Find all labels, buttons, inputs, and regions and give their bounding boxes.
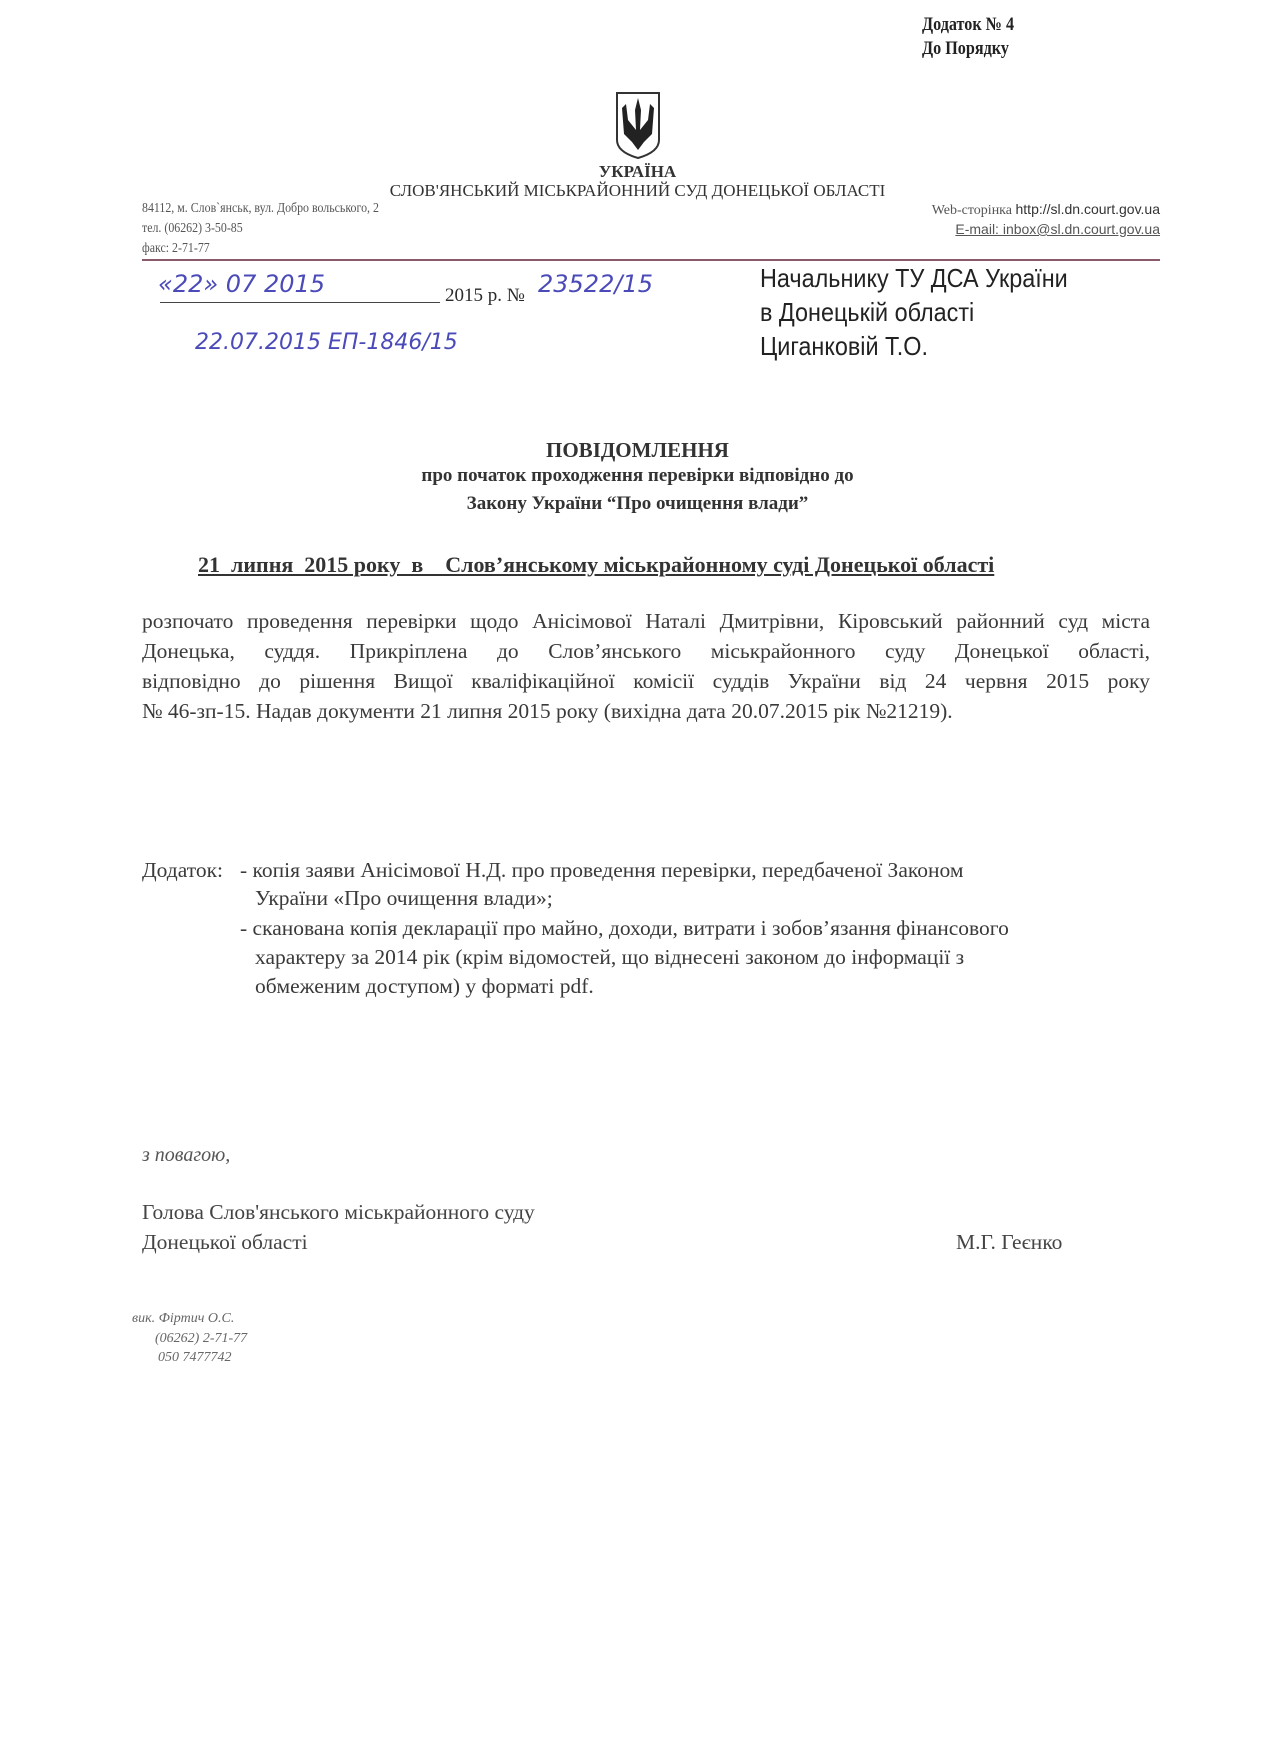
body-line: відповідно до рішення Вищої кваліфікаційної комісії суддів України від 24 червня 2015 року xyxy=(142,669,1150,693)
website-link[interactable]: http://sl.dn.court.gov.ua xyxy=(1015,201,1160,217)
executor-phone: (06262) 2-71-77 xyxy=(155,1331,248,1346)
court-address: 84112, м. Слов`янськ, вул. Добро вольського, 2 xyxy=(142,201,379,216)
incoming-stamp: 22.07.2015 ЕП-1846/15 xyxy=(195,330,458,355)
handwritten-number: 23522/15 xyxy=(538,270,653,298)
addressee-line: Циганковій Т.О. xyxy=(760,331,928,361)
executor-phone: 050 7477742 xyxy=(158,1350,232,1365)
attachment-line: - сканована копія декларації про майно, доходи, витрати і зобов’язання фінансового xyxy=(240,916,1009,940)
attachment-line: обмеженим доступом) у форматі pdf. xyxy=(255,974,594,998)
court-email[interactable]: E-mail: inbox@sl.dn.court.gov.ua xyxy=(955,221,1160,237)
document-subtitle: про початок проходження перевірки відповідно до xyxy=(421,465,854,486)
attachment-line: України «Про очищення влади»; xyxy=(255,886,553,910)
date-underline xyxy=(160,302,440,303)
body-line: № 46-зп-15. Надав документи 21 липня 2015 року (вихідна дата 20.07.2015 рік №21219). xyxy=(142,699,953,723)
annex-number: Додаток № 4 xyxy=(922,14,1015,35)
coat-of-arms-icon xyxy=(614,90,662,160)
addressee-line: в Донецькій області xyxy=(760,297,975,327)
closing-regards: з повагою, xyxy=(142,1144,231,1166)
addressee-line: Начальнику ТУ ДСА України xyxy=(760,263,1068,293)
website-label: Web-сторінка xyxy=(931,203,1012,218)
document-title: ПОВІДОМЛЕННЯ xyxy=(546,438,729,462)
country-name: УКРАЇНА xyxy=(598,162,677,181)
outgoing-year: 2015 р. № xyxy=(445,285,525,306)
annex-reference: До Порядку xyxy=(922,38,1009,59)
header-divider xyxy=(142,259,1160,261)
body-paragraph xyxy=(142,606,1150,726)
document-subtitle: Закону України “Про очищення влади” xyxy=(466,493,809,514)
attachment-line: - копія заяви Анісімової Н.Д. про проведення перевірки, передбаченої Законом xyxy=(240,858,964,882)
date-place-heading: 21 липня 2015 року в Слов’янському міськрайонному суді Донецької області xyxy=(198,552,995,577)
court-website xyxy=(932,201,1160,219)
court-name: СЛОВ'ЯНСЬКИЙ МІСЬКРАЙОННИЙ СУД ДОНЕЦЬКОЇ ОБЛАСТІ xyxy=(389,181,886,200)
signer-name: М.Г. Геєнко xyxy=(956,1230,1063,1254)
body-line: розпочато проведення перевірки щодо Анісімової Наталі Дмитрівни, Кіровський районний суд міста xyxy=(142,609,1150,633)
signer-position: Донецької області xyxy=(142,1230,308,1254)
court-fax: факс: 2-71-77 xyxy=(142,241,210,256)
attachments-label: Додаток: xyxy=(142,858,224,882)
executor-name: вик. Фіртич О.С. xyxy=(132,1311,235,1326)
signer-position: Голова Слов'янського міськрайонного суду xyxy=(142,1200,535,1224)
body-line: Донецька, суддя. Прикріплена до Слов’янського міськрайонного суду Донецької області, xyxy=(142,639,1150,663)
handwritten-date: «22» 07 2015 xyxy=(158,270,326,298)
court-phone: тел. (06262) 3-50-85 xyxy=(142,221,243,236)
attachment-line: характеру за 2014 рік (крім відомостей, що віднесені законом до інформації з xyxy=(255,945,965,969)
